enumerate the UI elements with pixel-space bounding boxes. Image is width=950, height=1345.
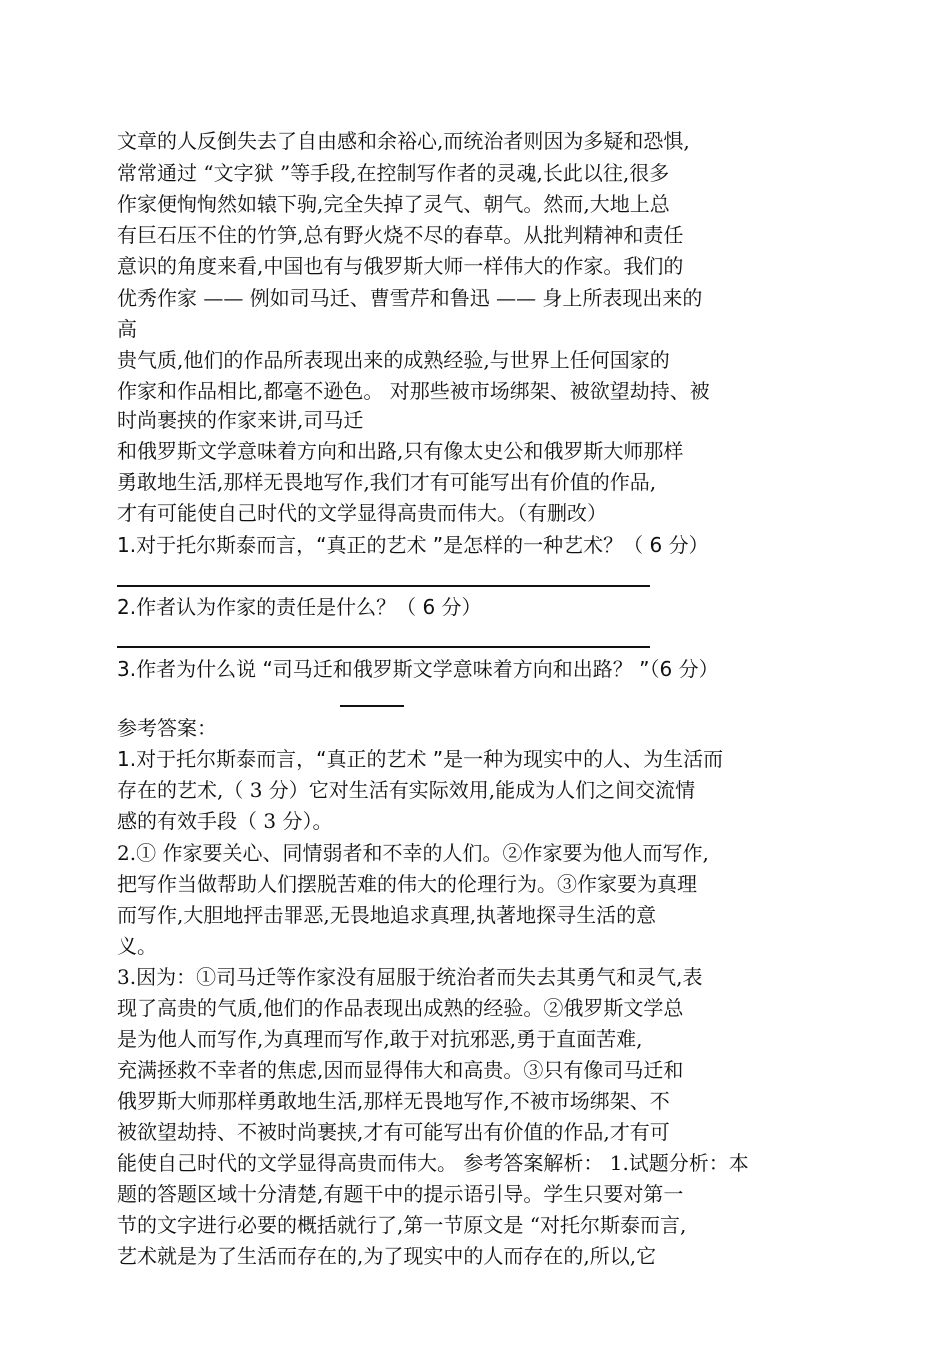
passage-line: 常常通过 “文字狱 ”等手段,在控制写作者的灵魂,长此以往,很多 (117, 161, 670, 185)
answer-line-1 (117, 585, 650, 587)
answer-line: 题的答题区域十分清楚,有题干中的提示语引导。学生只要对第一 (117, 1182, 684, 1206)
question-2: 2.作者认为作家的责任是什么？（ 6 分） (117, 595, 482, 619)
answer-line-3 (340, 705, 404, 707)
answer-line: 存在的艺术,（ 3 分）它对生活有实际效用,能成为人们之间交流情 (117, 778, 696, 802)
answer-line: 被欲望劫持、不被时尚裹挟,才有可能写出有价值的作品,才有可 (117, 1120, 670, 1144)
passage-line: 和俄罗斯文学意味着方向和出路,只有像太史公和俄罗斯大师那样 (117, 439, 684, 463)
question-3: 3.作者为什么说 “司马迁和俄罗斯文学意味着方向和出路？ ”（6 分） (117, 657, 719, 681)
passage-line: 高 (117, 317, 137, 341)
answer-line: 3.因为：①司马迁等作家没有屈服于统治者而失去其勇气和灵气,表 (117, 965, 703, 989)
answer-line: 义。 (117, 934, 157, 958)
passage-line: 勇敢地生活,那样无畏地写作,我们才有可能写出有价值的作品, (117, 470, 657, 494)
passage-line: 才有可能使自己时代的文学显得高贵而伟大。（有删改） (117, 501, 607, 525)
answer-line: 感的有效手段（ 3 分）。 (117, 809, 333, 833)
answer-line: 而写作,大胆地抨击罪恶,无畏地追求真理,执著地探寻生活的意 (117, 903, 657, 927)
passage-line: 作家便恂恂然如辕下驹,完全失掉了灵气、朝气。然而,大地上总 (117, 192, 670, 216)
answer-line: 把写作当做帮助人们摆脱苦难的伟大的伦理行为。③作家要为真理 (117, 872, 697, 896)
answer-line: 能使自己时代的文学显得高贵而伟大。 参考答案解析： 1.试题分析：本 (117, 1151, 749, 1175)
answer-line: 充满拯救不幸者的焦虑,因而显得伟大和高贵。③只有像司马迁和 (117, 1058, 684, 1082)
passage-line: 文章的人反倒失去了自由感和余裕心,而统治者则因为多疑和恐惧, (117, 129, 690, 153)
question-1: 1.对于托尔斯泰而言，“真正的艺术 ”是怎样的一种艺术？（ 6 分） (117, 533, 709, 557)
passage-line: 作家和作品相比,都毫不逊色。 对那些被市场绑架、被欲望劫持、被 (117, 379, 710, 403)
answer-line: 是为他人而写作,为真理而写作,敢于对抗邪恶,勇于直面苦难, (117, 1027, 643, 1051)
answer-line: 现了高贵的气质,他们的作品表现出成熟的经验。②俄罗斯文学总 (117, 996, 684, 1020)
passage-line: 有巨石压不住的竹笋,总有野火烧不尽的春草。从批判精神和责任 (117, 223, 684, 247)
passage-line: 贵气质,他们的作品所表现出来的成熟经验,与世界上任何国家的 (117, 348, 670, 372)
answer-line: 节的文字进行必要的概括就行了,第一节原文是 “对托尔斯泰而言, (117, 1213, 687, 1237)
passage-line: 意识的角度来看,中国也有与俄罗斯大师一样伟大的作家。我们的 (117, 254, 684, 278)
answer-line: 俄罗斯大师那样勇敢地生活,那样无畏地写作,不被市场绑架、不 (117, 1089, 670, 1113)
answer-line-2 (117, 646, 650, 648)
passage-line: 优秀作家 —— 例如司马迁、曹雪芹和鲁迅 —— 身上所表现出来的 (117, 286, 703, 310)
answer-line: 艺术就是为了生活而存在的,为了现实中的人而存在的,所以,它 (117, 1244, 657, 1268)
answer-line: 2.① 作家要关心、同情弱者和不幸的人们。②作家要为他人而写作, (117, 841, 709, 865)
passage-line: 时尚裹挟的作家来讲,司马迁 (117, 408, 364, 432)
answer-line: 1.对于托尔斯泰而言，“真正的艺术 ”是一种为现实中的人、为生活而 (117, 747, 724, 771)
answers-heading: 参考答案： (117, 716, 217, 740)
